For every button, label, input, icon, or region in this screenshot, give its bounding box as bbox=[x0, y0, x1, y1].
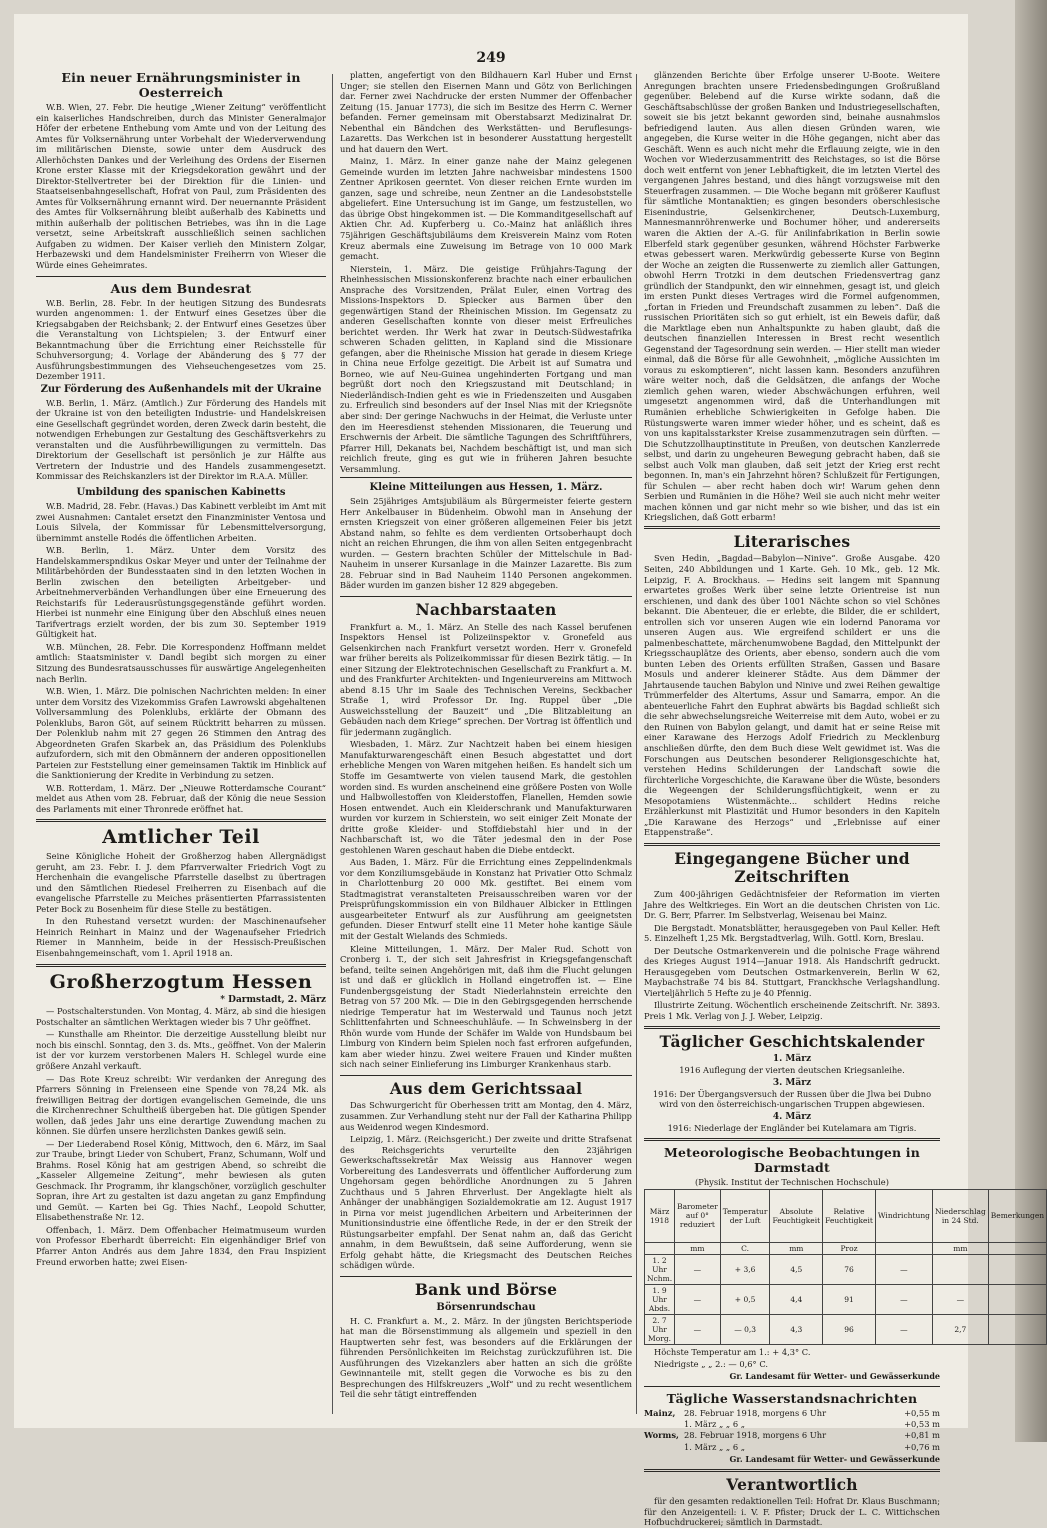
article-geschichtskalender bbox=[644, 1033, 940, 1133]
weather-table bbox=[644, 1189, 1047, 1345]
article-body: — Der Liederabend Rosel König, Mittwoch, den 6. März, im Saal zur Traube, bringt Lieder von Schubert, Franz, Schumann, Wolf und Brahms. Rosel König hat am gestrigen Abend, so schreibt die „Kasseler Allgemeine Zeitung“, mehr bewiesen als guten Geschmack. Ihr Programm, ihr klangschöner, vorzüglich geschulter Sopran, ihre Art zu gestalten ist dazu angetan zu ganz Empfindung und Gemüt. — Karten bei Gg. Thies Nachf., Leopold Schutter, Elisabethenstraße Nr. 12. bbox=[36, 1138, 326, 1223]
table-cell bbox=[875, 1242, 932, 1254]
water-level-list bbox=[644, 1408, 940, 1453]
divider bbox=[340, 596, 632, 597]
divider bbox=[340, 1075, 632, 1076]
article-body: W.B. Berlin, 1. März. Unter dem Vorsitz des Handelskammerspndikus Oskar Meyer und unter der Teilnahme der Militärbehörden der Bundesstaaten sind in den letzten Wochen in Berlin zwischen den beteiligten Arbeitgeber- und Arbeitnehmerverbänden Verhandlungen über eine Erneuerung des Reichstarifs für Lederausrüstungsgegenstände geführt worden. Hierbei ist nunmehr eine Einigung über den Abschluß eines neuen Tarifvertrags erzielt worden, der bis zum 30. September 1919 Gültigkeit hat. bbox=[36, 545, 326, 640]
article-body: — Das Rote Kreuz schreibt: Wir verdanken der Anregung des Pfarrers Sönning in Freienseen eine Spende von 78,24 Mk. als freiwilligen Beitrag der dortigen evangelischen Gemeinde, die uns die Kirchenrechner Schultheiß übergeben hat. Die gütigen Spender wollen, daß jedes Jahr uns eine derartige Zuwendung machen zu können. Sie dürfen unsere herzlichsten Dankes gewiß sein. bbox=[36, 1073, 326, 1137]
column-right bbox=[644, 70, 1045, 1528]
measurement-date: 1. März „ „ 6 „ bbox=[684, 1441, 746, 1452]
measurement-date: 28. Februar 1918, morgens 6 Uhr bbox=[684, 1407, 827, 1418]
article-gerichtssaal bbox=[340, 1080, 632, 1271]
water-level-value: +0,53 m bbox=[904, 1419, 940, 1430]
station-name: Worms, bbox=[644, 1430, 679, 1441]
article-subtitle: Zur Förderung des Außenhandels mit der Ukraine bbox=[40, 383, 322, 395]
divider bbox=[644, 1026, 940, 1029]
table-cell: + 0,5 bbox=[720, 1284, 770, 1314]
column-middle bbox=[340, 70, 632, 1430]
dateline: * Darmstadt, 2. März bbox=[220, 995, 326, 1006]
section-title: Literarisches bbox=[733, 531, 851, 551]
section-title: Großherzogtum Hessen bbox=[49, 970, 313, 993]
article-title: Ein neuer Ernährungsminister in Oesterreich bbox=[61, 70, 301, 100]
weather-observations bbox=[644, 1144, 1045, 1381]
table-row bbox=[645, 1254, 1047, 1284]
calendar-date: 1. März bbox=[772, 1053, 812, 1064]
article-spanisches-kabinett bbox=[36, 487, 326, 814]
table-cell bbox=[988, 1242, 1046, 1254]
article-subtitle: Umbildung des spanischen Kabinetts bbox=[76, 487, 286, 498]
article-body: für den gesamten redaktionellen Teil: Hofrat Dr. Klaus Buschmann; für den Anzeigenteil: i. V. F. Pfister; Druck der L. C. Wittichschen Hofbuchdruckerei; sämtlich in Darmstadt. bbox=[644, 1496, 940, 1528]
article-body: Das Schwurgericht für Oberhessen tritt am Montag, den 4. März, zusammen. Zur Verhandlung steht nur der Fall der Katharina Philipp aus Weidenrod wegen Kindesmord. bbox=[340, 1100, 632, 1132]
article-body: Nierstein, 1. März. Die geistige Frühjahrs-Tagung der Rheinhessischen Missionskonferenz brachte nach einer erbaulichen Ansprache des Vorsitzenden, Prälat Euler, einen Vortrag des Missions-Inspektors D. Spiecker aus Barmen über den gegenwärtigen Stand der Rheinischen Mission. Im Gegensatz zu anderen Gesellschaften konnte von dieser meist Erfreuliches berichtet werden. Ihr Werk hat zwar in Deutsch-Südwestafrika schweren Schaden gelitten, in Kapland sind die Missionare gefangen, aber die Rheinische Mission hat gerade in diesem Kriege in China neue Erfolge gezeitigt. Die Arbeit ist auf Sumatra und Borneo, wie auf Neu-Guinea ungehinderten Fortgang und man begrüßt dort noch den Kriegszustand mit Deutschland; in Niederländisch-Indien geht es wie in Friedenszeiten und Ausgaben zu. Erfreulich sind besonders auf der Insel Nias mit der Kriegsnöte aber sind: Der geringe Nachwuchs in der Heimat, die Verluste unter den im Heeresdienst stehenden Missionaren, die Teuerung und Erschwernis der Arbeit. Die sämtliche Tagungen des Schriftführers, Pfarrer Hill, Dekanats bei, Nachdem beschäftigt ist, und man sich reichlich freute, ging es gut wie in früheren Jahren besuchte Versammlung. bbox=[340, 263, 632, 474]
calendar-entry: 1916: Niederlage der Engländer bei Kutelamara am Tigris. bbox=[667, 1122, 917, 1133]
table-cell: 76 bbox=[823, 1254, 876, 1284]
section-title: Amtlicher Teil bbox=[102, 826, 260, 849]
article-body: W.B. Berlin, 1. März. (Amtlich.) Zur Förderung des Handels mit der Ukraine ist von den beteiligten Industrie- und Handelskreisen eine Gesellschaft gegründet worden, deren Zweck darin besteht, die notwendigen Erhebungen zur Gestaltung des Geschäftsverkehrs zu veranstalten und die Ausführbewilligungen zu vermitteln. Das Direktorium der Gesellschaft ist persönlich je zur Hälfte aus Vertretern der Industrie und des Handels zusammengesetzt. Kommissar des Reichskanzlers ist der Direktor im R.A.A. Müller. bbox=[36, 397, 326, 482]
article-literarisches bbox=[644, 533, 940, 838]
section-title: Meteorologische Beobachtungen in Darmstadt bbox=[663, 1144, 921, 1175]
table-cell: 4,5 bbox=[770, 1254, 823, 1284]
column-header: Relative Feuchtigkeit bbox=[823, 1189, 876, 1242]
section-title: Tägliche Wasserstandsnachrichten bbox=[666, 1390, 918, 1406]
measurement-date: 28. Februar 1918, morgens 6 Uhr bbox=[684, 1430, 827, 1441]
table-cell: — bbox=[675, 1254, 721, 1284]
column-header: Barometer auf 0° reduziert bbox=[675, 1189, 721, 1242]
temperature-min: Niedrigste „ „ 2.: — 0,6° C. bbox=[654, 1358, 769, 1369]
water-level-value: +0,81 m bbox=[904, 1430, 940, 1441]
article-body: In den Ruhestand versetzt wurden: der Maschinenaufseher Heinrich Reinhart in Mainz und der Wagenaufseher Friedrich Riemer in Mannheim, beide in der Hessisch-Preußischen Eisenbahngemeinschaft, vom 1. April 1918 an. bbox=[36, 916, 326, 958]
article-body: W.B. Wien, 27. Febr. Die heutige „Wiener Zeitung“ veröffentlicht ein kaiserliches Handschreiben, durch das Minister Generalmajor Höfer der erbetene Enthebung vom Amte und von der Leitung des Amtes für Volksernährung unter Vorbehalt der Wiederverwendung im militärischen Dienste, sowie unter dem Ausdruck des Allerhöchsten Dankes und der Verleihung des Ordens der Eisernen Krone erster Klasse mit der Kriegsdekoration gewährt und der Direktor-Stellvertreter bei der Direktion für die Linien- und Staatseisenbahngesellschaft, Hofrat von Paul, zum Präsidenten des Amtes für Volksernährung ernannt wird. Der neuernannte Präsident des Amtes für Volksernährung bleibt außerhalb des Kabinetts und mithin außerhalb der politischen Betriebes, was ihn in die Lage versetzt, seine Arbeitskraft ausschließlich seinen sachlichen Aufgaben zu widmen. Der Kaiser verlieh den Ministern Zolgar, Herbazewski und dem Handelsminister Freiherrn von Wieser die Würde eines Geheimrates. bbox=[36, 102, 326, 270]
table-row bbox=[645, 1284, 1047, 1314]
divider bbox=[340, 1276, 632, 1277]
article-body: Die Bergstadt. Monatsblätter, herausgegeben von Paul Keller. Heft 5. Einzelheft 1,25 Mk. Bergstadtverlag, Wilh. Gottl. Korn, Breslau. bbox=[644, 922, 940, 944]
article-body: — Postschalterstunden. Von Montag, 4. März, ab sind die hiesigen Postschalter an sämtlichen Werktagen wieder bis 7 Uhr geöffnet. bbox=[36, 1006, 326, 1027]
column-header: März 1918 bbox=[645, 1189, 675, 1242]
station-name bbox=[644, 1419, 684, 1430]
list-item bbox=[644, 1442, 940, 1453]
water-level-value: +0,55 m bbox=[904, 1407, 940, 1418]
table-cell: Proz bbox=[823, 1242, 876, 1254]
table-cell: — bbox=[675, 1314, 721, 1344]
source-credit: Gr. Landesamt für Wetter- und Gewässerkunde bbox=[729, 1453, 940, 1464]
section-title: Aus dem Gerichtssaal bbox=[389, 1078, 583, 1098]
article-amtlicher-teil bbox=[36, 826, 326, 958]
table-units-row bbox=[645, 1242, 1047, 1254]
column-header: Absolute Feuchtigkeit bbox=[770, 1189, 823, 1242]
table-cell: mm bbox=[770, 1242, 823, 1254]
table-cell: 91 bbox=[823, 1284, 876, 1314]
article-body: Der Deutsche Ostmarkenverein und die polnische Frage während des Krieges August 1914—Januar 1918. Als Handschrift gedruckt. Herausgegeben vom Deutschen Ostmarkenverein, Berlin W 62, Maybachstraße 74 bis 84. Stuttgart, Franckhsche Verlagshandlung. Vierteljährlich 5 Hefte zu je 40 Pfennig. bbox=[644, 945, 940, 998]
article-body: Zum 400-jährigen Gedächtnisfeier der Reformation im vierten Jahre des Weltkrieges. Ein Wort an die deutschen Christen von Lic. Dr. G. Berr, Pfarrer. Im Selbstverlag, Weisenau bei Mainz. bbox=[644, 888, 940, 921]
article-eingegangene-buecher bbox=[644, 850, 940, 1022]
article-ernaehrungsminister bbox=[36, 70, 326, 271]
divider bbox=[644, 843, 940, 846]
article-body: W.B. Rotterdam, 1. März. Der „Nieuwe Rotterdamsche Courant“ meldet aus Athen vom 28. Februar, daß der König die neue Session des Parlaments mit einer Thronrede eröffnet hat. bbox=[36, 782, 326, 814]
water-level-value: +0,76 m bbox=[904, 1441, 940, 1452]
calendar-entry: 1916 Auflegung der vierten deutschen Kriegsanleihe. bbox=[679, 1064, 905, 1075]
article-nachbarstaaten bbox=[340, 601, 632, 1070]
article-body: Mainz, 1. März. In einer ganze nahe der Mainz gelegenen Gemeinde wurden im letzten Jahre nachweisbar mindestens 1500 Zentner Aprikosen geerntet. Von dieser reichen Ernte wurden im ganzen, sage und schreibe, neun Zentner an die Landesobststelle abgeliefert. Eine Untersuchung ist im Gange, um festzustellen, wo das übrige Obst hingekommen ist. — Die Kommanditgesellschaft auf Aktien Chr. Ad. Kupferberg u. Co.-Mainz hat anläßlich ihres 75jährigen Geschäftsjubiläums dem Kreisverein Mainz vom Roten Kreuz abermals eine Zuweisung im Betrage von 10 000 Mark gemacht. bbox=[340, 156, 632, 262]
divider bbox=[340, 477, 632, 478]
article-body: Sein 25jähriges Amtsjubiläum als Bürgermeister feierte gestern Herr Ankelbauser in Büdenheim. Obwohl man in Ansehung der ernsten Kriegszeit von einer größeren allgemeinen Feier bis jetzt Abstand nahm, so fehlte es dem verdienten Ortsoberhaupt doch nicht an reichen Ehrungen, die ihm von allen Seiten entgegenbracht wurden. — Gestern brachten Schüler der Mittelschule in Bad-Nauheim in unserer Kursanlage in die Mainzer Lazarette. Bis zum 28. Februar sind in Bad Nauheim 1140 Personen angekommen. Bäder wurden im ganzen bisher 12 829 abgegeben. bbox=[340, 496, 632, 591]
column-header: Windrichtung bbox=[875, 1189, 932, 1242]
calendar-date: 3. März bbox=[772, 1077, 812, 1088]
table-cell bbox=[645, 1242, 675, 1254]
divider bbox=[36, 819, 326, 822]
divider bbox=[36, 276, 326, 277]
article-body: glänzenden Berichte über Erfolge unserer U-Boote. Weitere Anregungen brachten unsere Friedensbedingungen Großrußland gegenüber. Belebend auf die Kurse wirkte sodann, daß die Geschäftsabschlüsse der großen Banken und Industriegesellschaften, soweit sie bis jetzt bekannt geworden sind, beinahe ausnahmslos befriedigend lauten. Aus allen diesen Gründen waren, wie angegeben, die Kurse weiter in die Höhe gegangen, nicht aber das Geschäft. Wenn es auch nicht mehr die Erflauung zeigte, wie in den Wochen vor Wiederzusammentritt des Reichstages, so ist die Börse doch weit entfernt von jener Lebhaftigkeit, die im letzten Viertel des vergangenen Jahres bestand, und dies hängt vorzugsweise mit den Steuerfragen zusammen. — Die Woche begann mit größerer Kauflust für sämtliche Montanaktien; es gingen besonders oberschlesische Eisenindustrie, Gelsenkirchener, Deutsch-Luxemburg, Mannesmannröhrenwerke und Bochumer höher, und andererseits waren die Aktien der A.-G. für Anilinfabrikation in Berlin sowie Elberfeld stark gegenüber gesunken, während Höchster Farbwerke etwas gebessert waren. Merkwürdig gebesserte Kurse von Beginn der Woche an zeigten die Russenwerte zu ziemlich aller Gattungen, obwohl Herrn Trotzki in dem deutschen Friedensvertrag ganz gründlich der Standpunkt, den wir einnehmen, gesagt ist, und gleich im ersten Punkt dieses Vertrages wird die Formel aufgenommen, „fortan in Frieden und Freundschaft zusammen zu leben“. Daß die russischen Prioritäten sich so gut erhielt, ist ein Beweis dafür, daß die Marktlage eben nun Anhaltspunkte zu haben glaubt, daß die deutschen finanziellen Interessen in Brest recht wesentlich Gegenstand der Tagesordnung sein werden. — Hier stellt man wieder einmal, daß die Börse für alle Gewohnheit, „mögliche Aussichten im voraus zu eskomptieren“, nicht lassen kann. Besonders anzuführen wäre weiter noch, daß die Geldsätzen, die anfangs der Woche ziemlich gehen waren, wieder Abschwächungen erfuhren, weil umgesetzt angenommen wird, daß die Unterhandlungen mit Rumänien erhebliche Schwierigkeiten in Gefolge haben. Die Rüstungswerte waren immer wieder höher, und es scheint, daß es von uns kapitalsstarkster Kreise zusammenzutragen sein dürften. — Die Schutzzollhauptinstitute in Preußen, von deutschen Kanzlerrede selbst, und darin zu ungeheuren Bewegung gebracht haben, daß sie selbst auch Volk man glauben, daß seit jetzt der Krieg erst recht begonnen. In, man's ein Jahrzehnt hören? Schlußzeit für Fertigungen, für Schulen — aber recht haben doch wir! Warum gehen denn Serbien und Rumänien in die Höhe? Weil sie auch nicht mehr weiter machen können und gar nicht mehr so wie bisher, und das ist ein Kriegslichen, daß Gott erbarm! bbox=[644, 70, 940, 523]
list-item bbox=[644, 1419, 940, 1430]
list-item bbox=[644, 1430, 940, 1441]
table-cell: mm bbox=[675, 1242, 721, 1254]
article-body: Kleine Mitteilungen, 1. März. Der Maler Rud. Schott von Cronberg i. T., der sich seit Jahresfrist in Kriegsgefangenschaft befand, teilte seinen Angehörigen mit, daß ihm die Flucht gelungen ist und daß er glücklich in Holland eingetroffen ist. — Eine Fundenbergsgeistung der Stadt Niederlahnstein erreichte den Betrag von 57 200 Mk. — Die in den Gebirgsgegenden herrschende niedrige Temperatur hat im Westerwald und Taunus noch jetzt Schlittenfahrten und Schneeschuhläufe. — In Schweinsberg in der Rhön wurde vom Hunde der Schäfer im Walde von Hundsbaum bei Limburg von Kindern beim Spielen noch fast erfroren aufgefunden, kam aber wieder hinzu. Zwei weitere Frauen und Kinder mußten sich nach seiner Einlieferung ins Limburger Krankenhaus starb. bbox=[340, 943, 632, 1070]
divider bbox=[36, 964, 326, 967]
article-title: Aus dem Bundesrat bbox=[110, 280, 252, 296]
calendar-entry: 1916: Der Übergangsversuch der Russen über die Jlwa bei Dubno wird von den österreichisch-ungarischen Truppen abgewiesen. bbox=[652, 1088, 932, 1109]
article-bundesrat bbox=[36, 281, 326, 483]
divider bbox=[644, 526, 940, 529]
table-cell bbox=[932, 1254, 988, 1284]
table-cell: 4,3 bbox=[770, 1314, 823, 1344]
column-left bbox=[36, 70, 326, 1430]
article-body: Aus Baden, 1. März. Für die Errichtung eines Zeppelindenkmals vor dem Konziliumsgebäude in Konstanz hat Privatier Otto Schmalz in Charlottenburg 20 000 Mk. gestiftet. Bei einem vom Stadtmagistrat veranstalteten Preisausschreiben waren vor der Preisprüfungskommission ein von Bildhauer Albicker in Ettlingen ausgearbeiteter Entwurf als zur Ausführung am geeignetsten gefunden. Dieser Entwurf stellt eine 11 Meter hohe kantige Säule mit der Gestalt Wielands des Schmieds. bbox=[340, 857, 632, 941]
table-cell: 2. 7 Uhr Morg. bbox=[645, 1314, 675, 1344]
table-row bbox=[645, 1314, 1047, 1344]
column-header: Niederschlag in 24 Std. bbox=[932, 1189, 988, 1242]
table-cell: — bbox=[875, 1284, 932, 1314]
section-title: Verantwortlich bbox=[726, 1474, 858, 1494]
table-cell: mm bbox=[932, 1242, 988, 1254]
source-credit: Gr. Landesamt für Wetter- und Gewässerkunde bbox=[729, 1370, 940, 1381]
article-body: Seine Königliche Hoheit der Großherzog haben Allergnädigst geruht, am 23. Febr. I. J. dem Pfarrverwalter Friedrich Vogt zu Herchenhain die evangelische Pfarrstelle daselbst zu übertragen und den Sämtlichen Riedesel Freiherren zu Eisenbach auf die evangelische Pfarrstelle zu Meiches präsentierten Pfarrassistenten Peter Bock zu Bosenheim für diese Stelle zu bestätigen. bbox=[36, 851, 326, 914]
article-body: Offenbach, 1. März. Dem Offenbacher Heimatmuseum wurden von Professor Eberhardt überreicht: Ein eigenhändiger Brief von Pfarrer Anton Andrés aus dem Jahre 1834, den Frau Inspizient Freund erworben hatte; zwei Eisen- bbox=[36, 1224, 326, 1267]
temperature-max: Höchste Temperatur am 1.: + 4,3° C. bbox=[654, 1346, 811, 1357]
table-cell: — bbox=[675, 1284, 721, 1314]
article-body: — Kunsthalle am Rheintor. Die derzeitige Ausstellung bleibt nur noch bis einschl. Sonntag, den 3. ds. Mts., geöffnet. Von der Malerin ist der vor kurzem verstorbenen Malers H. Schlegel wurde eine größere Anzahl verkauft. bbox=[36, 1029, 326, 1071]
table-cell: 1. 2 Uhr Nchm. bbox=[645, 1254, 675, 1284]
divider bbox=[644, 1469, 940, 1472]
article-body: W.B. Wien, 1. März. Die polnischen Nachrichten melden: In einer unter dem Vorsitz des Vizekommiss Grafen Lawrowski abgehaltenen Vollversammlung des Polenklubs, erklärte der Obmann des Polenklubs, Baron Göt, auf seinem Rücktritt beharren zu müssen. Der Polenklub nahm mit 27 gegen 26 Stimmen den Antrag des Abgeordneten Grafen Skarbek an, das Präsidium des Polenklubs aufzufordern, sich mit den Obmännern der anderen oppositionellen Parteien zur Feststellung einer gemeinsamen Taktik im Hinblick auf die Sanktionierung der Kredite in Verbindung zu setzen. bbox=[36, 686, 326, 781]
article-body: Sven Hedin, „Bagdad—Babylon—Ninive“. Große Ausgabe. 420 Seiten, 240 Abbildungen und 1 Karte. Geh. 10 Mk., geb. 12 Mk. Leipzig, F. A. Brockhaus. — Hedins seit langem mit Spannung erwartetes großes Werk über seine letzte Orientreise ist nun erschienen, und dank des über 1001 Nächte schon so viel Schönes bekannt. Die Abenteuer, die er erlebte, die Bilder, die er schildert, entrollen sich vor unseren Augen wie ein lodernd Panorama vor unseren Augen aus. Wie ergreifend schildert er uns die palmenbeschattete, märchenumwobene Bagdad, den Mittelpunkt der Kriegsschauplätze des Orients, aber ebenso, sondern auch die vom bunten Leben des Orients erfüllten Straßen, Gassen und Basare Mosuls und anderer kleinerer Städte. Aus dem Dämmer der Jahrtausende tauchen Babylon und Ninive und zwei Reihen gewaltige Trümmerfelder des Altertums, Assur und Samarra, empor. An die abenteuerliche Fahrt den Euphrat abwärts bis Bagdad schließt sich die sehr abwechselungsreiche Weiterreise mit dem Auto, wobei er zu den Ruinen von Babylon gelangt, und damit hat er seine Reise mit einer Karawane des Herzogs Adolf Friedrich zu Mecklenburg anschließen dürfte, den dem Buch diese Welt gewidmet ist. Was die Forschungen aus Deutschen besonderer Religionsgeschichte hat, verstehen Hedins Schilderungen der Landschaft sowie die fürchterliche Vorgeschichte, die Karawane über die Wüste, besonders die Wegeengen der Schilderungsflüchtigkeit, wenn er zu Mesopotamiens Wüstenmächte... schildert Hedins reiche Erzählerkunst mit Plastizität und Humor besonders in den Kapiteln „Die Karawane des Herzogs“ und „Erlebnisse auf einer Etappenstraße“. bbox=[644, 553, 940, 838]
table-cell: 96 bbox=[823, 1314, 876, 1344]
article-bank-und-boerse bbox=[340, 1281, 632, 1400]
section-title: Nachbarstaaten bbox=[415, 599, 557, 619]
table-cell: — 0,3 bbox=[720, 1314, 770, 1344]
article-body: W.B. Berlin, 28. Febr. In der heutigen Sitzung des Bundesrats wurden angenommen: 1. der Entwurf eines Gesetzes über die Kriegsabgaben der Reichsbank; 2. der Entwurf eines Gesetzes über die Veranstaltung von Lichtspielen; 3. der Entwurf einer Bekanntmachung über die Errichtung einer Reichsstelle für Schuhversorgung; 4. Vorlage der Abänderung des § 77 der Ausführungsbestimmungen des Viehseuchengesetzes vom 25. Dezember 1911. bbox=[36, 297, 326, 382]
page-number: 249 bbox=[476, 50, 506, 66]
table-cell bbox=[988, 1254, 1046, 1284]
column-header: Bemerkungen bbox=[988, 1189, 1046, 1242]
article-body: Frankfurt a. M., 1. März. An Stelle des nach Kassel berufenen Inspektors Hensel ist Polizeiinspektor v. Gronefeld aus Gelsenkirchen nach Frankfurt versetzt worden. Herr v. Gronefeld war früher bereits als Polizeikommissar für diesen Bezirk tätig. — In einer Sitzung der Elektrotechnischen Gesellschaft zu Frankfurt a. M. und des Frankfurter Architekten- und Ingenieurvereins am Mittwoch abend 8.15 Uhr im Saale des Technischen Vereins, Seckbacher Straße 1, wird Professor Dr. Ing. Ruppel über „Die Ausweichsstellung der Bauzeit“ und „Die Blitzableitung an Gebäuden nach dem Kriege“ sprechen. Der Vortrag ist öffentlich und für jedermann zugänglich. bbox=[340, 621, 632, 737]
table-cell: 2,7 bbox=[932, 1314, 988, 1344]
article-verantwortlich bbox=[644, 1476, 940, 1528]
divider bbox=[644, 1386, 940, 1387]
calendar-date: 4. März bbox=[772, 1111, 812, 1122]
table-cell: 4,4 bbox=[770, 1284, 823, 1314]
divider bbox=[644, 1138, 940, 1141]
table-cell: C. bbox=[720, 1242, 770, 1254]
table-cell: — bbox=[932, 1284, 988, 1314]
list-item bbox=[644, 1408, 940, 1419]
article-body: W.B. Madrid, 28. Febr. (Havas.) Das Kabinett verbleibt im Amt mit zwei Ausnahmen: Cantalet ersetzt den Finanzminister Ventosa und Louis Silvela, der Kommissar für Lebensmittelversorgung, übernimmt anstelle Rodés die öffentlichen Arbeiten. bbox=[36, 501, 326, 543]
article-body: H. C. Frankfurt a. M., 2. März. In der jüngsten Berichtsperiode hat man die Börsenstimmung als allgemein und speziell in den Hauptwerten sehr fest, was besonders auf die Erklärungen der führenden Persönlichkeiten im Reichstag zurückzuführen ist. Die Ausführungen des Vizekanzlers aber hatten an sich die größte Gewinnanteile mit, stellt gegen die Vorwoche es bis zu den Besprechungen des Hilfskreuzers „Wolf“ und zu recht wesentlichem Teil die sehr tätigt eintreffenden bbox=[340, 1315, 632, 1400]
table-cell: 1. 9 Uhr Abds. bbox=[645, 1284, 675, 1314]
column-rule bbox=[332, 74, 333, 1414]
section-title: Täglicher Geschichtskalender bbox=[659, 1032, 925, 1052]
measurement-date: 1. März „ „ 6 „ bbox=[684, 1419, 746, 1430]
table-cell bbox=[988, 1314, 1046, 1344]
section-title: Bank und Börse bbox=[414, 1279, 558, 1299]
article-grossherzogtum-hessen bbox=[36, 971, 326, 1268]
article-subtitle: Börsenrundschau bbox=[436, 1301, 536, 1313]
table-header-row bbox=[645, 1189, 1047, 1242]
table-cell bbox=[988, 1284, 1046, 1314]
water-levels bbox=[644, 1391, 940, 1464]
article-subtitle: Kleine Mitteilungen aus Hessen, 1. März. bbox=[369, 482, 603, 494]
newspaper-page bbox=[14, 14, 1045, 1528]
article-body: W.B. München, 28. Febr. Die Korrespondenz Hoffmann meldet amtlich: Staatsminister v. Dandl begibt sich morgen zu einer Sitzung des Bundesratsausschusses für auswärtige Angelegenheiten nach Berlin. bbox=[36, 641, 326, 684]
article-body: platten, angefertigt von den Bildhauern Karl Huber und Ernst Unger; sie stellen den Eisernen Mann und Götz von Berlichingen dar. Ferner zwei Nachdrucke der ersten Nummer der Offenbacher Zeitung (15. Januar 1773), die sich im Besitze des Herrn C. Werner befanden. Ferner gemeinsam mit Oberstabsarzt Medizinalrat Dr. Nebenthal ein Bändchen des Werkstätten- und Beruflesungs-Lazaretts. Das Werkchen ist in besonderer Ausstattung hergestellt und hat dauern den Wert. bbox=[340, 70, 632, 154]
column-rule bbox=[636, 74, 637, 1414]
section-title: Eingegangene Bücher und Zeitschriften bbox=[674, 848, 910, 887]
article-body: Illustrirte Zeitung. Wöchentlich erscheinende Zeitschrift. Nr. 3893. Preis 1 Mk. Verlag von J. J. Weber, Leipzig. bbox=[644, 1000, 940, 1021]
station-name: Mainz, bbox=[644, 1407, 676, 1418]
section-subtitle: (Physik. Institut der Technischen Hochschule) bbox=[695, 1176, 889, 1187]
column-header: Temperatur der Luft bbox=[720, 1189, 770, 1242]
table-cell: — bbox=[875, 1254, 932, 1284]
table-cell: + 3,6 bbox=[720, 1254, 770, 1284]
station-name bbox=[644, 1442, 684, 1453]
table-cell: — bbox=[875, 1314, 932, 1344]
article-body: Leipzig, 1. März. (Reichsgericht.) Der zweite und dritte Strafsenat des Reichsgerichts verurteilte den 23jährigen Gewerkschaftssekretär Max Weissig aus Hannover wegen Vorbereitung des Landesverrats und öffentlicher Aufforderung zum Ungehorsam gegen behördliche Anordnungen zu 5 Jahren Zuchthaus und 5 Jahren Ehrverlust. Der Angeklagte hielt als Anhänger der unabhängigen Sozialdemokratie am 12. August 1917 in Pirna vor meist jugendlichen Arbeitern und Arbeiterinnen der Munitionsindustrie eine öffentliche Rede, in der er den Streik der Rüstungsarbeiter empfahl. Der Senat nahm an, daß das Gericht annahm, in dem Bewußtsein, daß seine Aufforderung, wenn sie Erfolg gehabt hätte, die Kriegsmacht des Deutschen Reiches schädigen würde. bbox=[340, 1134, 632, 1271]
article-body: Wiesbaden, 1. März. Zur Nachtzeit haben bei einem hiesigen Manufakturwarengeschäft einen Besuch abgestattet und dort erhebliche Mengen von Waren mitgehen heißen. Es handelt sich um Stoffe im Gesamtwerte von vielen tausend Mark, die gestohlen worden sind. Es wurden anscheinend eine größere Posten von Wolle und Halbwollestoffen von Kleiderstoffen, Flanellen, Hemden sowie Hosen entwendet. Auch ein Kleiderschrank und Manufakturwaren wurden vor kurzem in Schierstein, wo seit einiger Zeit Monate der dritte große Kleider- und Stoffdiebstahl hier und in der Nachbarschaft ist, wo die Täter jedesmal den in der Pose gestohlenen Waren geschaut haben die Diebe entdeckt. bbox=[340, 739, 632, 855]
article-kleine-mitteilungen bbox=[340, 482, 632, 591]
